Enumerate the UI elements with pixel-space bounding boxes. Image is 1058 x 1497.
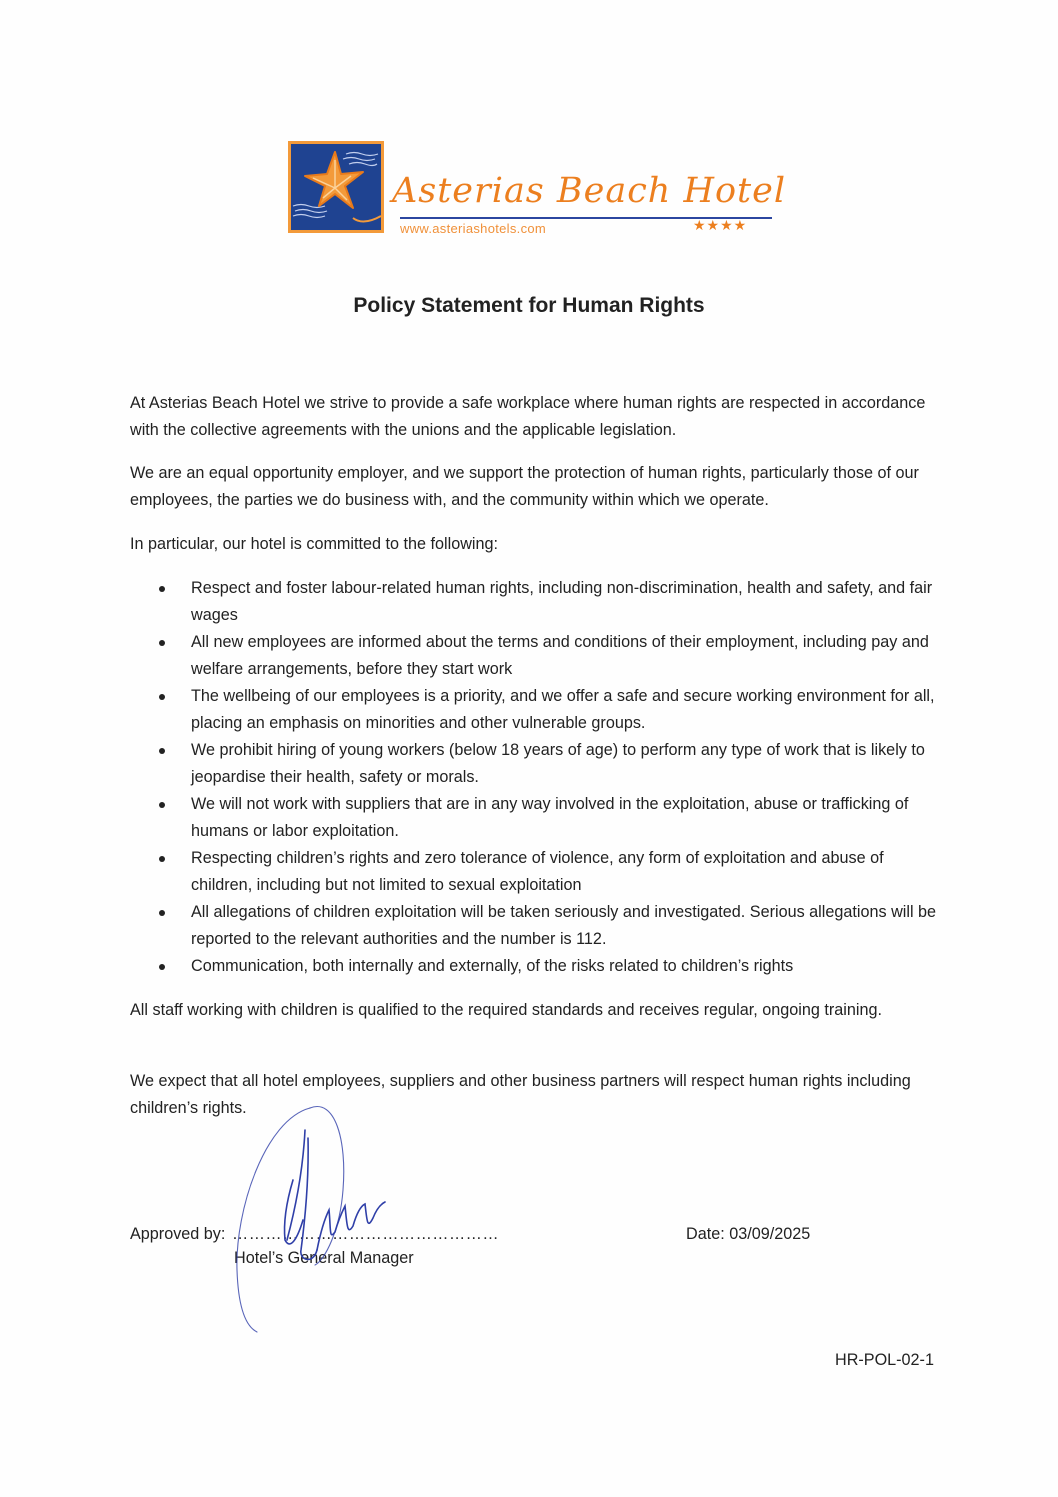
list-item-text: All allegations of children exploitation will be taken seriously and investigated. Serious allegations will be reported to the relevant authorities and the number is 112. (191, 903, 937, 948)
document-title: Policy Statement for Human Rights (353, 294, 705, 317)
list-item (130, 629, 940, 683)
document-reference-code: HR-POL-02-1 (835, 1351, 934, 1369)
list-item (130, 737, 940, 791)
handwritten-signature-icon (225, 1100, 445, 1340)
list-item-text: Communication, both internally and externally, of the risks related to children’s rights (191, 957, 794, 975)
list-item (130, 845, 940, 899)
hotel-name: Asterias Beach Hotel (392, 171, 787, 211)
bullet-icon (159, 586, 165, 592)
star-rating-icon: ★★★★ (693, 217, 748, 233)
bullet-icon (159, 748, 165, 754)
starfish-icon (291, 144, 381, 230)
staff-training-paragraph: All staff working with children is qualified to the required standards and receives regular, ongoing training. (130, 1001, 882, 1019)
bullet-icon (159, 856, 165, 862)
list-item-text: Respect and foster labour-related human rights, including non-discrimination, health and safety, and fair wages (191, 579, 933, 624)
approved-by-label: Approved by: (130, 1225, 226, 1243)
intro-paragraph: At Asterias Beach Hotel we strive to provide a safe workplace where human rights are respected in accordance with the collective agreements with the unions and the applicable legislation. (130, 394, 926, 439)
bullet-icon (159, 802, 165, 808)
list-item (130, 899, 940, 953)
list-item (130, 953, 940, 980)
logo-emblem (288, 141, 384, 233)
hotel-website: www.asteriashotels.com (400, 221, 547, 236)
bullet-icon (159, 910, 165, 916)
list-item-text: We prohibit hiring of young workers (below 18 years of age) to perform any type of work that is likely to jeopardise their health, safety or morals. (191, 741, 925, 786)
approval-date: Date: 03/09/2025 (686, 1225, 811, 1243)
list-item-text: Respecting children’s rights and zero tolerance of violence, any form of exploitation and abuse of children, including but not limited to sexual exploitation (191, 849, 884, 894)
hotel-logo (288, 141, 787, 237)
bullet-icon (159, 964, 165, 970)
commitments-intro: In particular, our hotel is committed to the following: (130, 535, 498, 553)
list-item (130, 683, 940, 737)
equal-opportunity-paragraph: We are an equal opportunity employer, and we support the protection of human rights, particularly those of our employees, the parties we do business with, and the community within which we operate. (130, 464, 919, 509)
list-item-text: The wellbeing of our employees is a priority, and we offer a safe and secure working environment for all, placing an emphasis on minorities and other vulnerable groups. (191, 687, 935, 732)
signature-line: ………………………………………… (232, 1225, 499, 1243)
list-item-text: We will not work with suppliers that are in any way involved in the exploitation, abuse or trafficking of humans or labor exploitation. (191, 795, 909, 840)
list-item (130, 575, 940, 629)
bullet-icon (159, 640, 165, 646)
signatory-role: Hotel’s General Manager (234, 1249, 414, 1267)
commitments-list (130, 575, 940, 980)
list-item-text: All new employees are informed about the terms and conditions of their employment, including pay and welfare arrangements, before they start work (191, 633, 929, 678)
expectations-paragraph: We expect that all hotel employees, suppliers and other business partners will respect human rights including children’s rights. (130, 1072, 911, 1117)
list-item (130, 791, 940, 845)
bullet-icon (159, 694, 165, 700)
